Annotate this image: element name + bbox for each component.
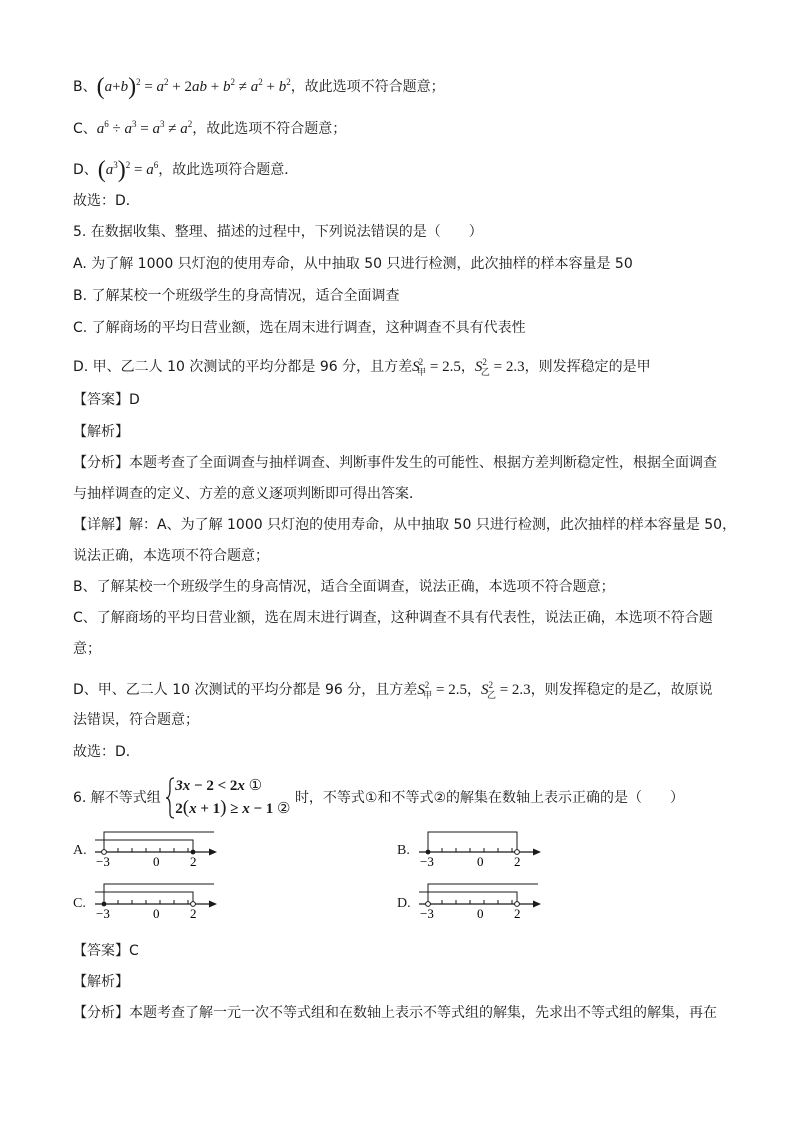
q5-xiangjie-c2: 意； [73,641,101,657]
q6-option-d-numberline [414,878,544,922]
q6-analysis-title: 【解析】 [73,974,129,990]
q6-stem-pre: 6. 解不等式组 [73,790,161,806]
q5-analysis-title: 【解析】 [73,424,129,440]
q6-stem [73,776,684,820]
q5-fenxi-line2: 与抽样调查的定义、方差的意义逐项判断即可得出答案． [73,486,423,502]
svg-text:0: 0 [477,906,484,921]
q4-option-b-text: ，故此选项不符合题意； [290,79,445,95]
svg-text:2: 2 [514,854,521,869]
q6-fenxi-line1: 【分析】本题考查了解一元一次不等式组和在数轴上表示不等式组的解集，先求出不等式组的解集，再在 [73,1005,717,1021]
svg-text:2: 2 [190,854,197,869]
q6-stem-post: 时，不等式①和不等式②的解集在数轴上表示正确的是（ ） [294,790,685,806]
q6-option-a-label: A. [73,843,87,858]
q6-option-b-numberline [414,826,544,870]
svg-text:0: 0 [477,854,484,869]
q5-select: 故选：D． [73,744,140,760]
q4-option-c-text: ，故此选项不符合题意； [192,121,347,137]
q5-option-a: A. 为了解 1000 只灯泡的使用寿命，从中抽取 50 只进行检测，此次抽样的样本容量是 50 [73,256,633,272]
q5-xiangjie-c1: C、了解商场的平均日营业额，选在周末进行调查，这种调查不具有代表性，说法正确，本选项不符合题 [73,610,713,626]
q5-xiangjie-line1: 【详解】解：A、为了解 1000 只灯泡的使用寿命，从中抽取 50 只进行检测，此次抽样的样本容量是 50， [73,517,737,533]
q5-fenxi-line1: 【分析】本题考查了全面调查与抽样调查、判断事件发生的可能性、根据方差判断稳定性，根据全面调查 [73,455,717,471]
q5-xiangjie-d-pre: D、甲、乙二人 10 次测试的平均分都是 96 分，且方差 [73,682,418,698]
svg-text:2: 2 [190,906,197,921]
svg-text:−3: −3 [96,854,110,869]
q5-answer: 【答案】D [73,392,140,408]
q6-answer: 【答案】C [73,943,139,959]
svg-text:0: 0 [153,854,160,869]
q5-stem: 5. 在数据收集、整理、描述的过程中，下列说法错误的是（ ） [73,224,483,240]
q6-system-lines: 3x − 2 < 2x ① 2(x + 1) ≥ x − 1 ② [175,778,291,818]
q5-xiangjie-d: D、甲、乙二人 10 次测试的平均分都是 96 分，且方差$S^2_甲 = 2.5$，$S^2_乙 = 2.3$，则发挥稳定的是乙，故原说 [73,680,713,700]
q4-select: 故选：D． [73,193,140,209]
q5-xiangjie-line2: 说法正确，本选项不符合题意； [73,548,269,564]
q5-option-d: D. 甲、乙二人 10 次测试的平均分都是 96 分，且方差$S^2_甲 = 2.5$，$S^2_乙 = 2.3$，则发挥稳定的是甲 [73,357,651,377]
q5-option-d-post: ，则发挥稳定的是甲 [524,359,651,375]
q5-xiangjie-d2: 法错误，符合题意； [73,712,199,728]
q5-option-c: C. 了解商场的平均日营业额，选在周末进行调查，这种调查不具有代表性 [73,320,526,336]
q5-option-d-pre: D. 甲、乙二人 10 次测试的平均分都是 96 分，且方差 [73,359,413,375]
q4-option-d-text: ，故此选项符合题意． [158,162,299,178]
q6-option-a-numberline [90,826,220,870]
q5-option-b: B. 了解某校一个班级学生的身高情况，适合全面调查 [73,288,400,304]
q4-option-d: D、$(a^3)^2 = a^6$，故此选项符合题意． [73,157,299,183]
svg-text:0: 0 [153,906,160,921]
q4-option-b: B、$(a+b)^2 = a^2 + 2ab + b^2 \ne a^2 + b^2$，故此选项不符合题意； [73,74,445,100]
svg-text:2: 2 [514,906,521,921]
svg-text:−3: −3 [420,906,434,921]
brace-icon [165,777,175,819]
svg-text:−3: −3 [96,906,110,921]
q6-inequality-system [165,776,290,820]
q6-option-b-label: B. [397,843,410,858]
q4-option-c: C、$a^6 \div a^3 = a^3 \ne a^2$，故此选项不符合题意； [73,119,347,137]
q6-option-d-label: D. [397,896,411,911]
q6-option-c-numberline [90,878,220,922]
q5-xiangjie-d-post: ，则发挥稳定的是乙，故原说 [530,682,713,698]
svg-text:−3: −3 [420,854,434,869]
q5-xiangjie-b: B、了解某校一个班级学生的身高情况，适合全面调查，说法正确，本选项不符合题意； [73,579,615,595]
q6-option-c-label: C. [73,896,86,911]
